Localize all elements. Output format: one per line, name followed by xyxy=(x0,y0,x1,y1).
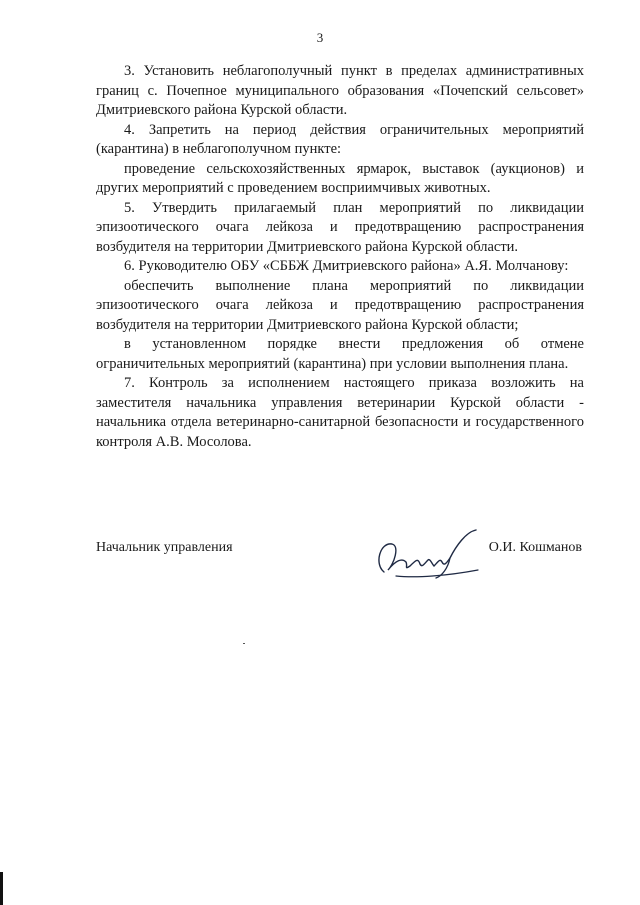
paragraph-item-7: 7. Контроль за исполнением настоящего приказа возложить на заместителя начальника управления ветеринарии Курской области - начальника отдела ветеринарно-санитарной безопасности и государственного контроля А.В. Мосолова. xyxy=(96,375,584,450)
document-body xyxy=(96,62,584,452)
scan-edge-mark xyxy=(0,872,3,905)
scan-speck xyxy=(243,643,245,644)
paragraph-item-6-subpoint-1: обеспечить выполнение плана мероприятий по ликвидации эпизоотического очага лейкоза и предотвращению распространения возбудителя на территории Дмитриевского района Курской области; xyxy=(96,277,584,333)
page-number: 3 xyxy=(316,30,324,45)
paragraph-item-6: 6. Руководителю ОБУ «СББЖ Дмитриевского района» А.Я. Молчанову: xyxy=(124,258,569,274)
paragraph-item-6-subpoint-2: в установленном порядке внести предложения об отмене ограничительных мероприятий (карантина) при условии выполнения плана. xyxy=(96,336,584,372)
paragraph-item-5: 5. Утвердить прилагаемый план мероприятий по ликвидации эпизоотического очага лейкоза и предотвращению распространения возбудителя на территории Дмитриевского района Курской области. xyxy=(96,199,584,255)
signature-block xyxy=(96,536,584,586)
paragraph-item-4: 4. Запретить на период действия ограничительных мероприятий (карантина) в неблагополучном пункте: xyxy=(96,121,584,157)
paragraph-item-3: 3. Установить неблагополучный пункт в пределах административных границ с. Почепное муниципального образования «Почепский сельсовет» Дмитриевского района Курской области. xyxy=(96,63,584,118)
paragraph-item-4-subpoint: проведение сельскохозяйственных ярмарок, выставок (аукционов) и других мероприятий с проведением восприимчивых животных. xyxy=(96,160,584,196)
signatory-title: Начальник управления xyxy=(96,540,233,555)
signatory-name: О.И. Кошманов xyxy=(488,540,582,555)
handwritten-signature xyxy=(366,524,496,584)
